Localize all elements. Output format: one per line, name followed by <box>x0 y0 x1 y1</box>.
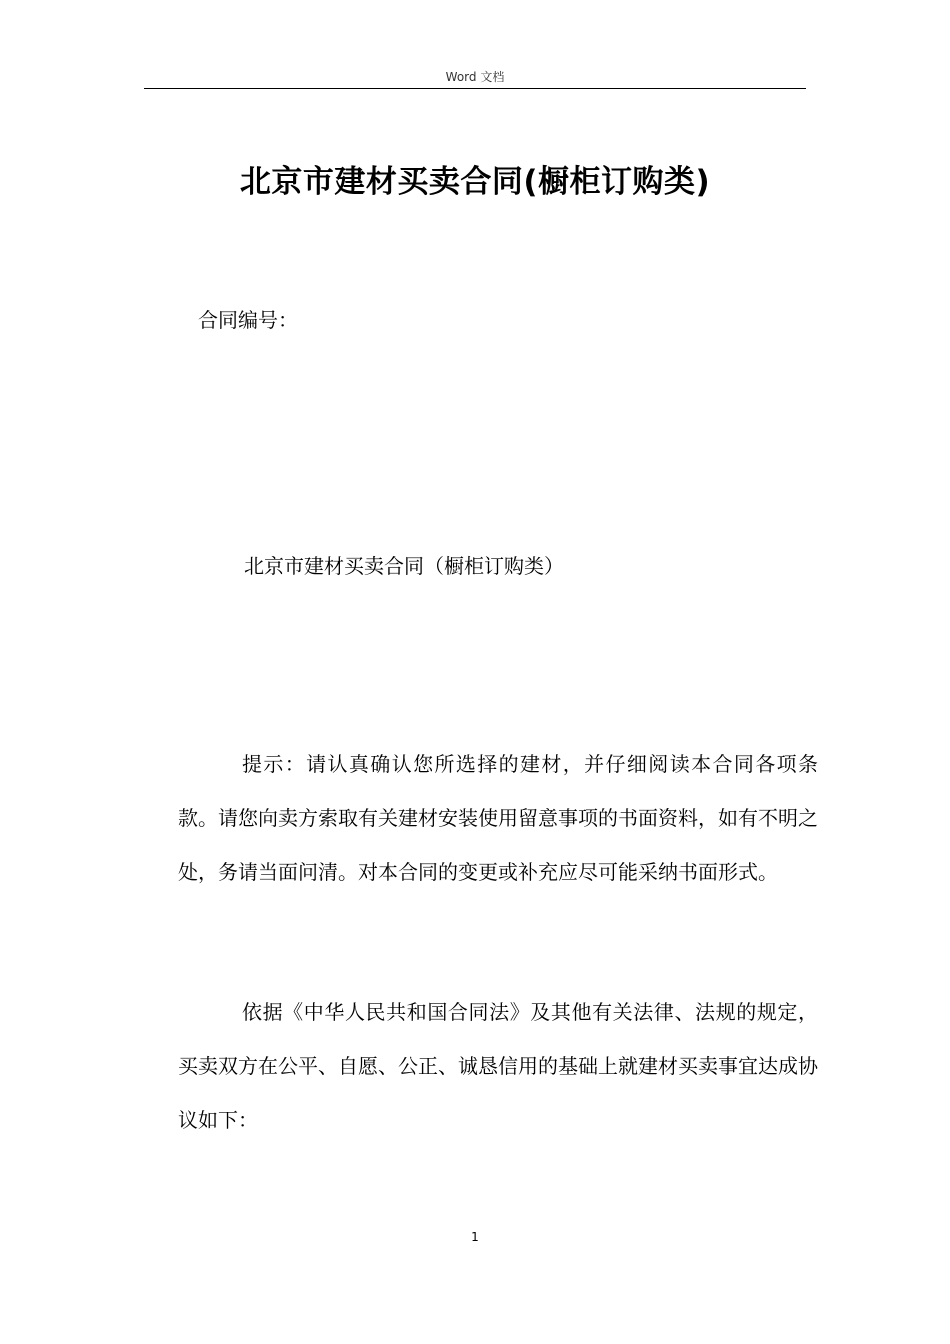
page-header: Word 文档 <box>445 70 505 84</box>
notice-paragraph: 提示：请认真确认您所选择的建材，并仔细阅读本合同各项条款。请您向卖方索取有关建材安装使用留意事项的书面资料，如有不明之处，务请当面问清。对本合同的变更或补充应尽可能采纳书面形式。 <box>178 752 818 884</box>
page-number: 1 <box>471 1230 479 1244</box>
contract-number-label: 合同编号： <box>198 308 298 332</box>
document-title: 北京市建材买卖合同(橱柜订购类) <box>239 164 711 200</box>
basis-paragraph: 依据《中华人民共和国合同法》及其他有关法律、法规的规定，买卖双方在公平、自愿、公正、诚恳信用的基础上就建材买卖事宜达成协议如下： <box>178 1000 818 1132</box>
document-subtitle: 北京市建材买卖合同（橱柜订购类） <box>244 554 564 578</box>
header-divider <box>144 88 806 89</box>
